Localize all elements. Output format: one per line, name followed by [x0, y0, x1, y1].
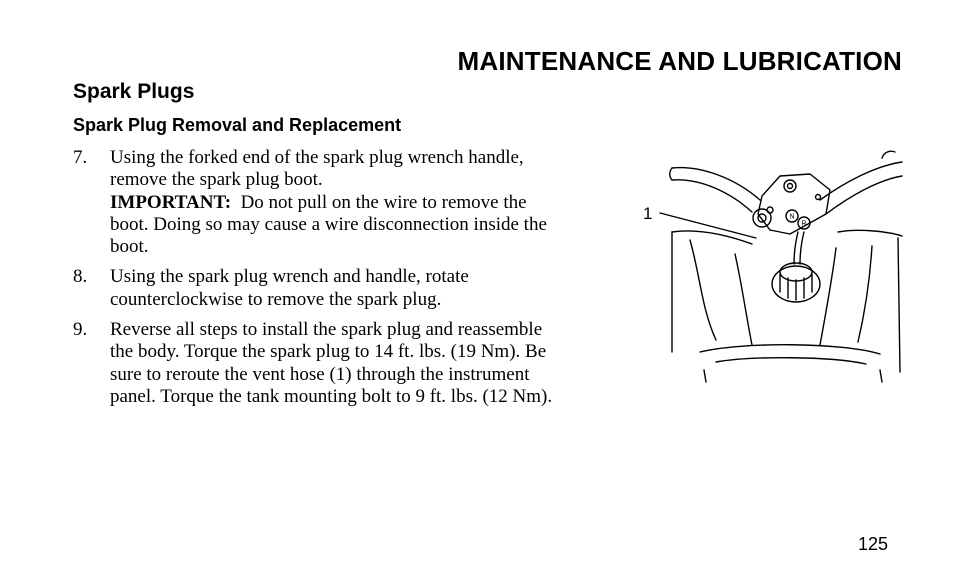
- section-title: MAINTENANCE AND LUBRICATION: [457, 46, 902, 76]
- spark-plug-illustration: [640, 148, 906, 383]
- important-label: IMPORTANT:: [110, 191, 232, 213]
- instruction-steps: [73, 147, 568, 416]
- step-number: 7.: [73, 147, 88, 168]
- step-number: 9.: [73, 319, 88, 341]
- step-text: Using the forked end of the spark plug wrench handle, remove the spark plug boot.: [110, 147, 524, 191]
- step-text: Using the spark plug wrench and handle, rotate counterclockwise to remove the spark plug.: [110, 266, 469, 310]
- subheading-removal-replacement: Spark Plug Removal and Replacement: [73, 115, 402, 135]
- important-text: Do not pull on the wire to remove the boot. Doing so may cause a wire disconnection inside the boot.: [110, 191, 547, 258]
- fuel-tank: [672, 230, 902, 382]
- heading-spark-plugs: Spark Plugs: [73, 80, 195, 103]
- page-number: 125: [857, 534, 888, 554]
- indicator-r-label: R: [801, 220, 807, 228]
- tank-cap: [772, 263, 820, 302]
- indicator-n-label: N: [789, 213, 795, 221]
- step-body: [110, 147, 568, 258]
- handlebar-left: [670, 168, 760, 212]
- instrument-panel: [753, 174, 830, 234]
- callout-leader: [660, 213, 756, 238]
- callout-label: 1: [643, 204, 653, 223]
- step-text: Reverse all steps to install the spark plug and reassemble the body. Torque the spark plug to 14 ft. lbs. (19 Nm). Be sure to reroute the vent hose (1) through the instrument panel. Torque the tank mounting bolt to 9 ft. lbs. (12 Nm).: [110, 319, 553, 407]
- step-item: [73, 319, 568, 408]
- vent-hose: [794, 232, 798, 264]
- handlebar-right: [820, 151, 902, 214]
- step-item: [73, 266, 568, 311]
- step-number: 8.: [73, 266, 88, 288]
- step-item: [73, 147, 568, 258]
